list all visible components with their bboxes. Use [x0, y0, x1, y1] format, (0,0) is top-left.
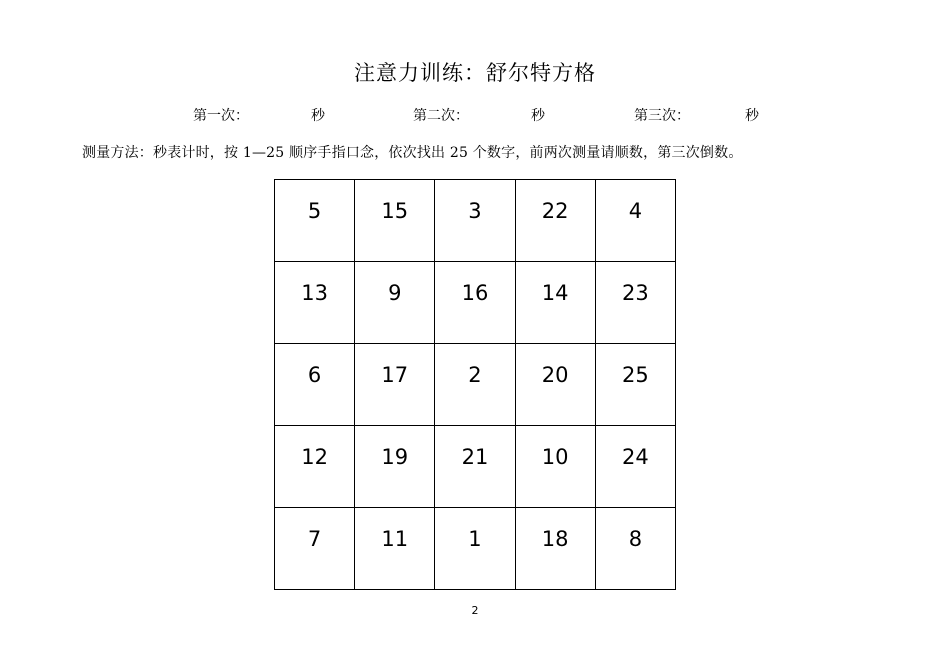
grid-cell: 4 [595, 180, 675, 262]
grid-row [275, 426, 676, 508]
grid-row [275, 262, 676, 344]
grid-row [275, 180, 676, 262]
grid-cell: 2 [435, 344, 515, 426]
grid-cell: 18 [515, 508, 595, 590]
grid-cell: 16 [435, 262, 515, 344]
page-number: 2 [471, 604, 479, 617]
grid-cell: 7 [275, 508, 355, 590]
grid-cell: 8 [595, 508, 675, 590]
grid-row [275, 344, 676, 426]
second-attempt-unit: 秒 [531, 108, 545, 124]
third-attempt-unit: 秒 [745, 108, 759, 124]
grid-cell: 13 [275, 262, 355, 344]
first-attempt-unit: 秒 [311, 108, 325, 124]
grid-cell: 14 [515, 262, 595, 344]
grid-cell: 1 [435, 508, 515, 590]
grid-cell: 23 [595, 262, 675, 344]
first-attempt-label: 第一次： [193, 108, 249, 124]
grid-row [275, 508, 676, 590]
grid-cell: 5 [275, 180, 355, 262]
grid-cell: 6 [275, 344, 355, 426]
grid-cell: 12 [275, 426, 355, 508]
schulte-grid [274, 179, 676, 590]
grid-cell: 24 [595, 426, 675, 508]
grid-cell: 15 [355, 180, 435, 262]
grid-cell: 19 [355, 426, 435, 508]
grid-cell: 22 [515, 180, 595, 262]
grid-cell: 11 [355, 508, 435, 590]
grid-cell: 21 [435, 426, 515, 508]
second-attempt-label: 第二次： [413, 108, 469, 124]
measurement-instructions: 测量方法：秒表计时，按 1—25 顺序手指口念，依次找出 25 个数字，前两次测量请顺数，第三次倒数。 [82, 145, 743, 161]
third-attempt-label: 第三次： [634, 108, 690, 124]
grid-cell: 10 [515, 426, 595, 508]
grid-cell: 9 [355, 262, 435, 344]
page-title: 注意力训练：舒尔特方格 [354, 61, 596, 85]
grid-cell: 25 [595, 344, 675, 426]
grid-cell: 20 [515, 344, 595, 426]
grid-cell: 17 [355, 344, 435, 426]
grid-cell: 3 [435, 180, 515, 262]
timing-row [0, 104, 950, 128]
